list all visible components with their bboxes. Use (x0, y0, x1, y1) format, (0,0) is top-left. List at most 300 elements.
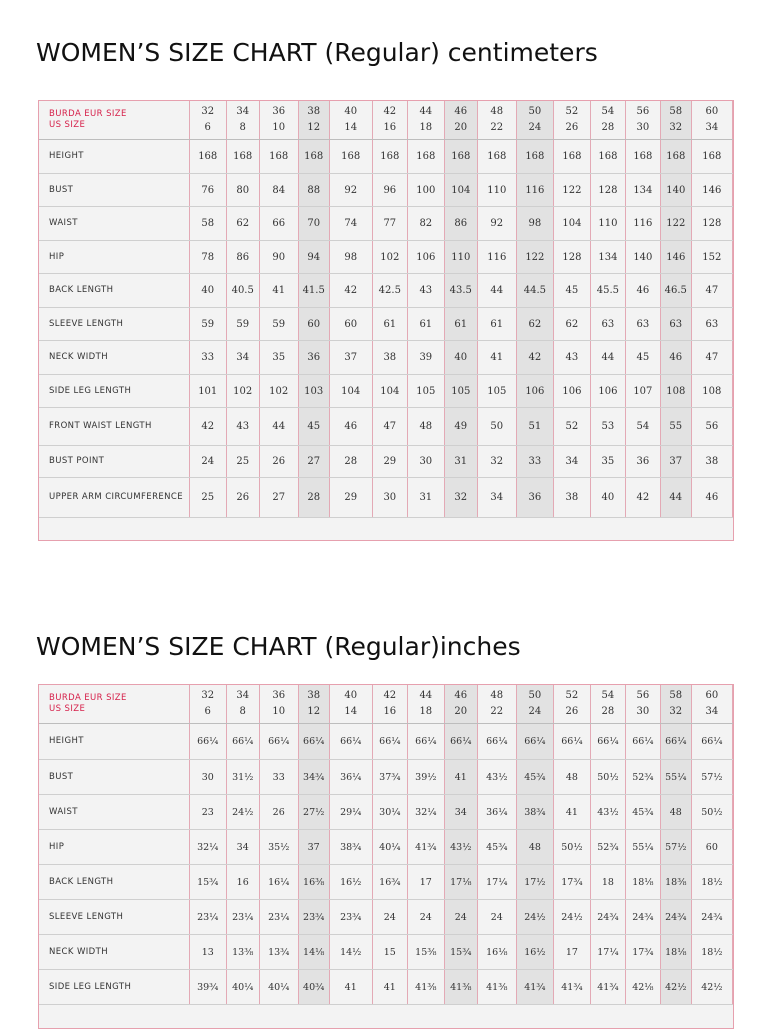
measurement-value: 13¾ (259, 935, 298, 970)
measurement-value: 66¼ (189, 724, 226, 760)
measurement-value: 18½ (691, 935, 732, 970)
measurement-value: 39¾ (189, 970, 226, 1005)
measurement-value: 43 (553, 341, 590, 375)
size-header-cell (298, 101, 329, 140)
measurement-label: HIP (39, 241, 189, 274)
us-size: 14 (344, 122, 358, 133)
measurement-value: 92 (329, 174, 372, 207)
measurement-value: 23 (189, 795, 226, 830)
measurement-row (39, 140, 733, 174)
measurement-label: WAIST (39, 795, 189, 830)
measurement-value: 49 (444, 408, 477, 446)
measurement-label: HEIGHT (39, 140, 189, 174)
measurement-value: 42 (625, 478, 660, 518)
measurement-value: 55¼ (660, 760, 691, 795)
measurement-value: 33 (516, 446, 553, 478)
measurement-label: HIP (39, 830, 189, 865)
measurement-value: 168 (590, 140, 625, 174)
measurement-value: 74 (329, 207, 372, 241)
size-header-row (39, 685, 733, 724)
measurement-value: 63 (691, 308, 732, 341)
size-header-cell (477, 101, 516, 140)
measurement-value: 41 (553, 795, 590, 830)
eur-size: 50 (528, 690, 542, 701)
measurement-value: 33 (259, 760, 298, 795)
measurement-value: 76 (189, 174, 226, 207)
measurement-value: 31 (444, 446, 477, 478)
eur-size: 36 (272, 690, 286, 701)
measurement-value: 41⅜ (444, 970, 477, 1005)
measurement-value: 52 (553, 408, 590, 446)
measurement-value: 16 (226, 865, 259, 900)
measurement-value: 48 (516, 830, 553, 865)
measurement-value: 23¾ (329, 900, 372, 935)
measurement-value: 63 (660, 308, 691, 341)
measurement-value: 43½ (590, 795, 625, 830)
measurement-value: 45.5 (590, 274, 625, 308)
measurement-value: 18⅜ (660, 865, 691, 900)
eur-size: 40 (344, 106, 358, 117)
measurement-label: SIDE LEG LENGTH (39, 375, 189, 408)
measurement-value: 14⅛ (298, 935, 329, 970)
measurement-value: 23¼ (189, 900, 226, 935)
measurement-value: 28 (329, 446, 372, 478)
measurement-value: 168 (329, 140, 372, 174)
measurement-value: 15⅜ (407, 935, 444, 970)
measurement-value: 107 (625, 375, 660, 408)
measurement-value: 66¼ (660, 724, 691, 760)
measurement-value: 105 (407, 375, 444, 408)
us-size: 34 (705, 706, 719, 717)
measurement-value: 18⅛ (625, 865, 660, 900)
measurement-value: 30 (189, 760, 226, 795)
measurement-value: 31 (407, 478, 444, 518)
measurement-value: 108 (660, 375, 691, 408)
measurement-value: 24 (407, 900, 444, 935)
us-size: 22 (490, 122, 504, 133)
measurement-value: 146 (660, 241, 691, 274)
measurement-value: 46.5 (660, 274, 691, 308)
measurement-value: 18⅛ (660, 935, 691, 970)
measurement-value: 168 (372, 140, 407, 174)
measurement-value: 45 (625, 341, 660, 375)
measurement-label: BUST POINT (39, 446, 189, 478)
measurement-value: 45 (553, 274, 590, 308)
eur-size: 36 (272, 106, 286, 117)
measurement-value: 134 (590, 241, 625, 274)
page-title-inches: WOMEN’S SIZE CHART (Regular)inches (36, 632, 521, 661)
measurement-value: 48 (553, 760, 590, 795)
measurement-label: BACK LENGTH (39, 274, 189, 308)
measurement-value: 26 (226, 478, 259, 518)
measurement-value: 15¾ (189, 865, 226, 900)
us-size: 16 (383, 706, 397, 717)
measurement-value: 41¾ (590, 970, 625, 1005)
measurement-row (39, 241, 733, 274)
measurement-value: 42 (189, 408, 226, 446)
measurement-value: 46 (625, 274, 660, 308)
size-header-cell (691, 685, 732, 724)
measurement-value: 42 (516, 341, 553, 375)
measurement-value: 105 (444, 375, 477, 408)
measurement-value: 66 (259, 207, 298, 241)
measurement-value: 38 (372, 341, 407, 375)
measurement-value: 31½ (226, 760, 259, 795)
measurement-value: 41 (329, 970, 372, 1005)
measurement-value: 36¼ (329, 760, 372, 795)
measurement-value: 66¼ (298, 724, 329, 760)
measurement-value: 102 (259, 375, 298, 408)
measurement-value: 98 (329, 241, 372, 274)
measurement-value: 50½ (553, 830, 590, 865)
us-size: 32 (669, 122, 683, 133)
measurement-value: 110 (477, 174, 516, 207)
measurement-value: 116 (625, 207, 660, 241)
measurement-value: 35½ (259, 830, 298, 865)
us-size-label: US SIZE (49, 704, 86, 714)
measurement-value: 24¾ (691, 900, 732, 935)
measurement-value: 45¾ (477, 830, 516, 865)
eur-size: 38 (307, 690, 321, 701)
measurement-value: 27½ (298, 795, 329, 830)
us-size: 18 (419, 706, 433, 717)
measurement-label: WAIST (39, 207, 189, 241)
measurement-value: 94 (298, 241, 329, 274)
measurement-value: 47 (691, 274, 732, 308)
size-header-cell (259, 101, 298, 140)
measurement-value: 26 (259, 795, 298, 830)
measurement-value: 168 (298, 140, 329, 174)
measurement-value: 38 (553, 478, 590, 518)
measurement-value: 24½ (226, 795, 259, 830)
us-size: 26 (565, 706, 579, 717)
measurement-value: 106 (516, 375, 553, 408)
measurement-value: 25 (189, 478, 226, 518)
size-header-cell (329, 685, 372, 724)
size-header-cell (407, 101, 444, 140)
measurement-value: 23¼ (226, 900, 259, 935)
measurement-row (39, 865, 733, 900)
measurement-value: 24½ (516, 900, 553, 935)
measurement-value: 24 (189, 446, 226, 478)
measurement-value: 110 (444, 241, 477, 274)
us-size: 18 (419, 122, 433, 133)
eur-size: 54 (601, 690, 615, 701)
measurement-value: 40 (590, 478, 625, 518)
measurement-value: 106 (407, 241, 444, 274)
us-size: 32 (669, 706, 683, 717)
eur-size: 52 (565, 106, 579, 117)
measurement-value: 105 (477, 375, 516, 408)
measurement-value: 128 (691, 207, 732, 241)
measurement-value: 24 (477, 900, 516, 935)
measurement-row (39, 174, 733, 207)
measurement-value: 34 (444, 795, 477, 830)
measurement-label: BACK LENGTH (39, 865, 189, 900)
measurement-value: 108 (691, 375, 732, 408)
measurement-value: 41 (444, 760, 477, 795)
measurement-value: 82 (407, 207, 444, 241)
size-header-cell (516, 101, 553, 140)
measurement-value: 43½ (444, 830, 477, 865)
size-header-cell (625, 101, 660, 140)
measurement-value: 104 (444, 174, 477, 207)
measurement-value: 34 (477, 478, 516, 518)
measurement-value: 13⅜ (226, 935, 259, 970)
measurement-value: 17 (553, 935, 590, 970)
measurement-value: 39 (407, 341, 444, 375)
measurement-value: 38¾ (516, 795, 553, 830)
measurement-value: 54 (625, 408, 660, 446)
measurement-value: 32¼ (407, 795, 444, 830)
measurement-value: 66¼ (691, 724, 732, 760)
us-size: 6 (204, 706, 211, 717)
measurement-value: 42½ (660, 970, 691, 1005)
measurement-value: 98 (516, 207, 553, 241)
measurement-value: 17½ (516, 865, 553, 900)
measurement-value: 66¼ (407, 724, 444, 760)
measurement-value: 102 (372, 241, 407, 274)
us-size: 6 (204, 122, 211, 133)
measurement-value: 41¾ (516, 970, 553, 1005)
measurement-value: 40¼ (226, 970, 259, 1005)
size-header-cell (298, 685, 329, 724)
size-header-cell (444, 685, 477, 724)
measurement-value: 70 (298, 207, 329, 241)
measurement-value: 60 (298, 308, 329, 341)
measurement-value: 66¼ (516, 724, 553, 760)
measurement-value: 152 (691, 241, 732, 274)
measurement-value: 34 (553, 446, 590, 478)
us-size: 24 (528, 122, 542, 133)
measurement-value: 102 (226, 375, 259, 408)
measurement-value: 86 (444, 207, 477, 241)
measurement-value: 46 (660, 341, 691, 375)
measurement-value: 61 (444, 308, 477, 341)
us-size: 12 (307, 122, 321, 133)
eur-size: 56 (636, 106, 650, 117)
measurement-value: 66¼ (226, 724, 259, 760)
measurement-value: 30 (372, 478, 407, 518)
measurement-value: 51 (516, 408, 553, 446)
measurement-value: 92 (477, 207, 516, 241)
size-header-cell (189, 685, 226, 724)
measurement-value: 33 (189, 341, 226, 375)
size-header-cell (660, 101, 691, 140)
us-size: 20 (454, 706, 468, 717)
measurement-value: 66¼ (553, 724, 590, 760)
measurement-value: 168 (660, 140, 691, 174)
us-size: 34 (705, 122, 719, 133)
measurement-value: 34 (226, 341, 259, 375)
measurement-label: SLEEVE LENGTH (39, 308, 189, 341)
measurement-value: 104 (372, 375, 407, 408)
measurement-value: 43½ (477, 760, 516, 795)
size-header-cell (553, 101, 590, 140)
measurement-value: 40.5 (226, 274, 259, 308)
measurement-value: 17¾ (625, 935, 660, 970)
measurement-row (39, 446, 733, 478)
measurement-value: 59 (226, 308, 259, 341)
size-header-cell (329, 101, 372, 140)
us-size: 20 (454, 122, 468, 133)
size-header-cell (553, 685, 590, 724)
us-size: 28 (601, 122, 615, 133)
eur-size: 48 (490, 690, 504, 701)
measurement-value: 168 (516, 140, 553, 174)
eur-size: 42 (383, 690, 397, 701)
measurement-value: 55 (660, 408, 691, 446)
measurement-value: 168 (691, 140, 732, 174)
eur-size: 54 (601, 106, 615, 117)
us-size: 8 (239, 122, 246, 133)
eur-size: 60 (705, 106, 719, 117)
measurement-value: 61 (477, 308, 516, 341)
measurement-value: 13 (189, 935, 226, 970)
measurement-value: 53 (590, 408, 625, 446)
measurement-value: 60 (691, 830, 732, 865)
measurement-value: 18½ (691, 865, 732, 900)
measurement-value: 61 (407, 308, 444, 341)
size-header-cell (259, 685, 298, 724)
size-header-cell (372, 685, 407, 724)
measurement-value: 80 (226, 174, 259, 207)
measurement-value: 29 (372, 446, 407, 478)
measurement-value: 56 (691, 408, 732, 446)
measurement-value: 55¼ (625, 830, 660, 865)
measurement-value: 122 (553, 174, 590, 207)
measurement-value: 32¼ (189, 830, 226, 865)
measurement-value: 48 (660, 795, 691, 830)
measurement-row (39, 795, 733, 830)
measurement-row (39, 408, 733, 446)
measurement-value: 32 (444, 478, 477, 518)
measurement-value: 96 (372, 174, 407, 207)
measurement-value: 116 (477, 241, 516, 274)
measurement-value: 27 (259, 478, 298, 518)
measurement-value: 35 (259, 341, 298, 375)
size-header-cell (372, 101, 407, 140)
measurement-value: 140 (625, 241, 660, 274)
size-header-cell (516, 685, 553, 724)
size-header-cell (691, 101, 732, 140)
measurement-label: SLEEVE LENGTH (39, 900, 189, 935)
measurement-value: 57½ (660, 830, 691, 865)
measurement-value: 41⅜ (407, 970, 444, 1005)
measurement-value: 62 (226, 207, 259, 241)
measurement-value: 50½ (691, 795, 732, 830)
measurement-value: 47 (372, 408, 407, 446)
measurement-value: 29¼ (329, 795, 372, 830)
measurement-value: 63 (590, 308, 625, 341)
measurement-value: 39½ (407, 760, 444, 795)
measurement-value: 168 (444, 140, 477, 174)
measurement-value: 42½ (691, 970, 732, 1005)
eur-size: 46 (454, 690, 468, 701)
measurement-value: 52¾ (590, 830, 625, 865)
measurement-value: 36¼ (477, 795, 516, 830)
measurement-value: 40 (189, 274, 226, 308)
size-header-cell (444, 101, 477, 140)
measurement-value: 110 (590, 207, 625, 241)
measurement-value: 15 (372, 935, 407, 970)
measurement-value: 30 (407, 446, 444, 478)
measurement-value: 15¾ (444, 935, 477, 970)
measurement-value: 134 (625, 174, 660, 207)
measurement-value: 37 (660, 446, 691, 478)
eur-size: 40 (344, 690, 358, 701)
measurement-value: 14½ (329, 935, 372, 970)
measurement-value: 16¼ (259, 865, 298, 900)
eur-size: 38 (307, 106, 321, 117)
measurement-value: 104 (553, 207, 590, 241)
measurement-value: 37 (329, 341, 372, 375)
measurement-value: 104 (329, 375, 372, 408)
eur-size: 42 (383, 106, 397, 117)
measurement-value: 36 (298, 341, 329, 375)
measurement-value: 25 (226, 446, 259, 478)
measurement-value: 50 (477, 408, 516, 446)
measurement-value: 62 (516, 308, 553, 341)
size-header-cell (407, 685, 444, 724)
us-size: 12 (307, 706, 321, 717)
measurement-value: 116 (516, 174, 553, 207)
size-header-cell (590, 685, 625, 724)
measurement-value: 27 (298, 446, 329, 478)
measurement-value: 41¾ (553, 970, 590, 1005)
measurement-row (39, 724, 733, 760)
measurement-value: 168 (189, 140, 226, 174)
measurement-row (39, 830, 733, 865)
measurement-row (39, 375, 733, 408)
measurement-label: UPPER ARM CIRCUMFERENCE (39, 478, 189, 518)
measurement-value: 30¼ (372, 795, 407, 830)
measurement-value: 43 (226, 408, 259, 446)
measurement-value: 90 (259, 241, 298, 274)
measurement-value: 29 (329, 478, 372, 518)
measurement-value: 16½ (329, 865, 372, 900)
eur-size: 48 (490, 106, 504, 117)
measurement-value: 66¼ (259, 724, 298, 760)
measurement-value: 24¾ (625, 900, 660, 935)
size-table-inches (39, 685, 733, 1005)
measurement-value: 128 (590, 174, 625, 207)
measurement-value: 168 (226, 140, 259, 174)
page-title-centimeters: WOMEN’S SIZE CHART (Regular) centimeters (36, 38, 598, 67)
measurement-value: 61 (372, 308, 407, 341)
measurement-row (39, 760, 733, 795)
measurement-value: 42.5 (372, 274, 407, 308)
measurement-value: 88 (298, 174, 329, 207)
size-header-labels (39, 101, 189, 140)
measurement-label: SIDE LEG LENGTH (39, 970, 189, 1005)
measurement-value: 66¼ (590, 724, 625, 760)
measurement-value: 128 (553, 241, 590, 274)
measurement-value: 23¼ (259, 900, 298, 935)
measurement-value: 35 (590, 446, 625, 478)
measurement-value: 62 (553, 308, 590, 341)
us-size: 30 (636, 122, 650, 133)
measurement-value: 41¾ (407, 830, 444, 865)
measurement-value: 59 (259, 308, 298, 341)
measurement-value: 42 (329, 274, 372, 308)
measurement-value: 37¾ (372, 760, 407, 795)
measurement-label: HEIGHT (39, 724, 189, 760)
size-table-centimeters (39, 101, 733, 518)
eur-size: 34 (236, 106, 250, 117)
measurement-value: 17 (407, 865, 444, 900)
measurement-value: 41 (477, 341, 516, 375)
